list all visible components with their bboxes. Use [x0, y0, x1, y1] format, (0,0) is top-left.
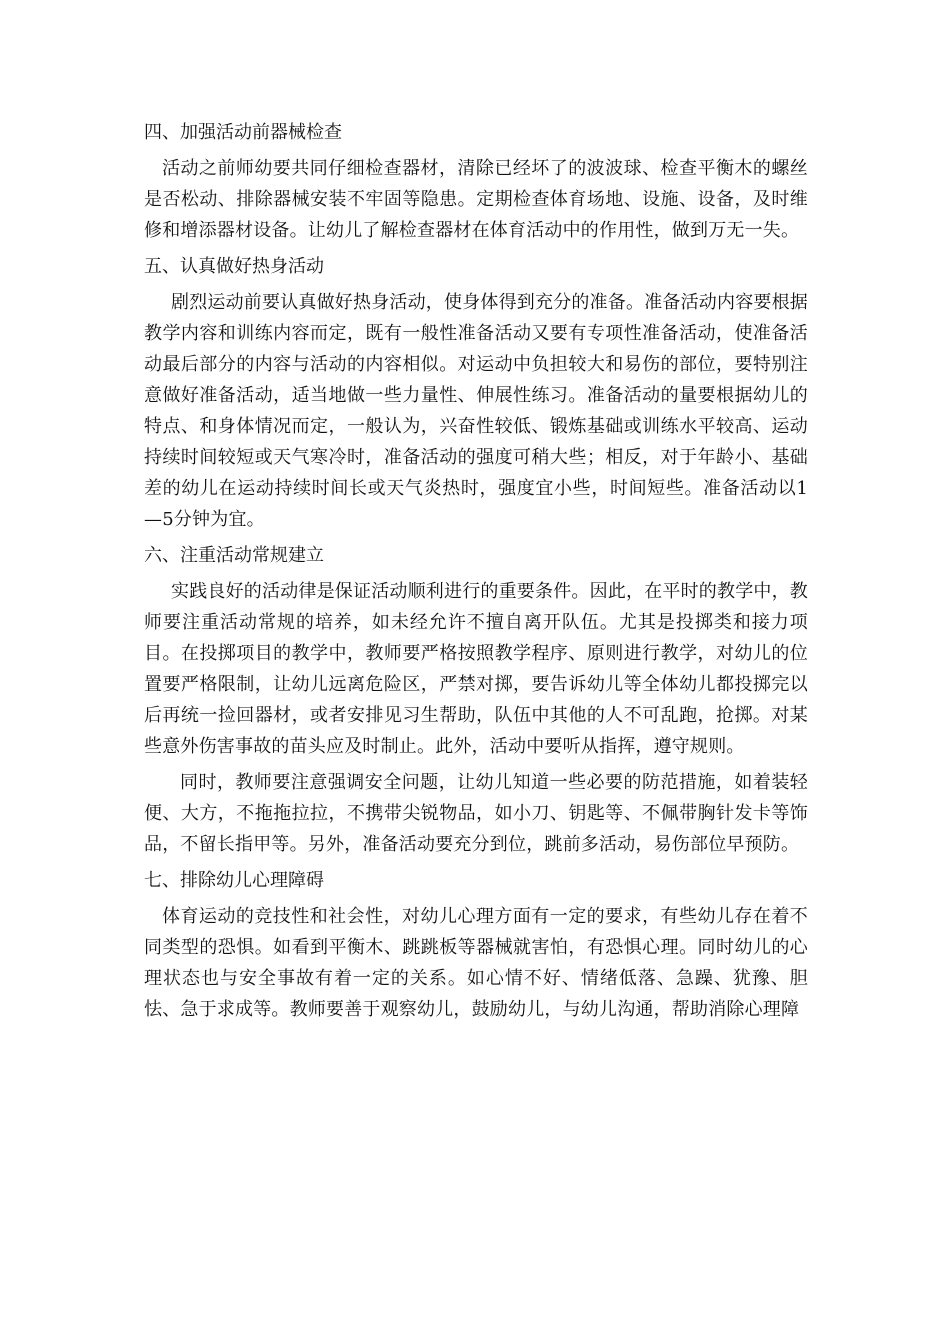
section-6-paragraph-2: 同时，教师要注意强调安全问题，让幼儿知道一些必要的防范措施，如着装轻便、大方，不拖拖拉拉，不携带尖锐物品，如小刀、钥匙等、不佩带胸针发卡等饰品，不留长指甲等。另外，准备活动要充分到位，跳前多活动，易伤部位早预防。	[144, 772, 808, 855]
section-heading-4: 四、加强活动前器械检查	[144, 122, 342, 143]
section-heading-6: 六、注重活动常规建立	[144, 545, 324, 566]
section-4-paragraph-1: 活动之前师幼要共同仔细检查器材，清除已经坏了的波波球、检查平衡木的螺丝是否松动、排除器械安装不牢固等隐患。定期检查体育场地、设施、设备，及时维修和增添器材设备。让幼儿了解检查器材在体育活动中的作用性，做到万无一失。	[144, 158, 808, 241]
section-5-paragraph-1: 剧烈运动前要认真做好热身活动，使身体得到充分的准备。准备活动内容要根据教学内容和训练内容而定，既有一般性准备活动又要有专项性准备活动，使准备活动最后部分的内容与活动的内容相似。对运动中负担较大和易伤的部位，要特别注意做好准备活动，适当地做一些力量性、伸展性练习。准备活动的量要根据幼儿的特点、和身体情况而定，一般认为，兴奋性较低、锻炼基础或训练水平较高、运动持续时间较短或天气寒冷时，准备活动的强度可稍大些；相反，对于年龄小、基础差的幼儿在运动持续时间长或天气炎热时，强度宜小些，时间短些。准备活动以1—5分钟为宜。	[144, 292, 808, 530]
section-heading-5: 五、认真做好热身活动	[144, 256, 324, 277]
section-6-paragraph-1: 实践良好的活动律是保证活动顺利进行的重要条件。因此，在平时的教学中，教师要注重活动常规的培养，如未经允许不擅自离开队伍。尤其是投掷类和接力项目。在投掷项目的教学中，教师要严格按照教学程序、原则进行教学，对幼儿的位置要严格限制，让幼儿远离危险区，严禁对掷，要告诉幼儿等全体幼儿都投掷完以后再统一捡回器材，或者安排见习生帮助，队伍中其他的人不可乱跑，抢掷。对某些意外伤害事故的苗头应及时制止。此外，活动中要听从指挥，遵守规则。	[144, 581, 808, 757]
section-heading-7: 七、排除幼儿心理障碍	[144, 870, 324, 891]
section-7-paragraph-1: 体育运动的竞技性和社会性，对幼儿心理方面有一定的要求，有些幼儿存在着不同类型的恐惧。如看到平衡木、跳跳板等器械就害怕，有恐惧心理。同时幼儿的心理状态也与安全事故有着一定的关系。如心情不好、情绪低落、急躁、犹豫、胆怯、急于求成等。教师要善于观察幼儿，鼓励幼儿，与幼儿沟通，帮助消除心理障	[144, 906, 808, 1020]
document-body	[144, 117, 808, 1025]
